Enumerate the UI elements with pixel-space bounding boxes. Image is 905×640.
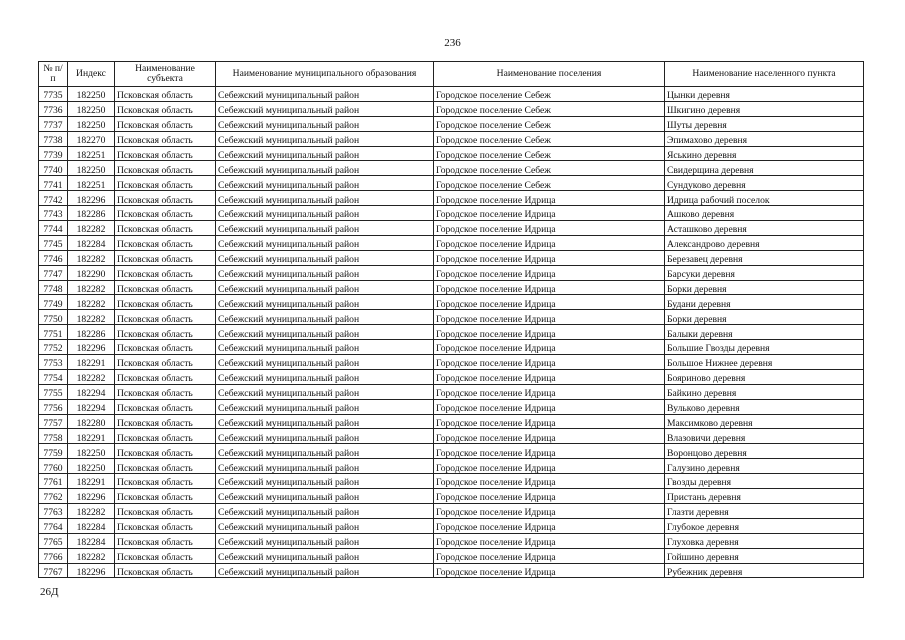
subject-name-cell: Псковская область [115, 146, 216, 161]
settlement-name-cell: Городское поселение Идрица [434, 250, 665, 265]
table-row [39, 265, 864, 280]
footer-code: 26Д [40, 586, 59, 598]
table-row [39, 191, 864, 206]
table-row [39, 206, 864, 221]
table-row [39, 161, 864, 176]
municipality-name-cell: Себежский муниципальный район [216, 295, 434, 310]
postal-index-cell: 182291 [68, 429, 115, 444]
settlement-name-cell: Городское поселение Идрица [434, 518, 665, 533]
table-row [39, 474, 864, 489]
postal-index-cell: 182291 [68, 474, 115, 489]
settlement-name-cell: Городское поселение Себеж [434, 87, 665, 102]
subject-name-cell: Псковская область [115, 221, 216, 236]
settlement-name-cell: Городское поселение Идрица [434, 414, 665, 429]
settlement-name-cell: Городское поселение Себеж [434, 101, 665, 116]
settlement-name-cell: Городское поселение Идрица [434, 310, 665, 325]
row-number-cell: 7742 [39, 191, 68, 206]
locality-name-cell: Шкигино деревня [665, 101, 864, 116]
subject-name-cell: Псковская область [115, 131, 216, 146]
locality-name-cell: Бояриново деревня [665, 369, 864, 384]
table-header-row [39, 62, 864, 87]
subject-name-cell: Псковская область [115, 265, 216, 280]
subject-name-cell: Псковская область [115, 459, 216, 474]
table-row [39, 131, 864, 146]
municipality-name-cell: Себежский муниципальный район [216, 146, 434, 161]
postal-index-cell: 182250 [68, 161, 115, 176]
settlement-name-cell: Городское поселение Идрица [434, 325, 665, 340]
row-number-cell: 7735 [39, 87, 68, 102]
postal-index-cell: 182284 [68, 235, 115, 250]
settlement-name-cell: Городское поселение Идрица [434, 295, 665, 310]
row-number-cell: 7743 [39, 206, 68, 221]
settlement-name-cell: Городское поселение Идрица [434, 340, 665, 355]
locality-name-cell: Ашково деревня [665, 206, 864, 221]
row-number-cell: 7740 [39, 161, 68, 176]
table-row [39, 355, 864, 370]
postal-index-cell: 182250 [68, 101, 115, 116]
postal-index-cell: 182296 [68, 340, 115, 355]
postal-index-cell: 182290 [68, 265, 115, 280]
municipality-name-cell: Себежский муниципальный район [216, 176, 434, 191]
postal-index-cell: 182251 [68, 176, 115, 191]
table-row [39, 87, 864, 102]
row-number-cell: 7741 [39, 176, 68, 191]
settlement-name-cell: Городское поселение Идрица [434, 235, 665, 250]
settlement-name-cell: Городское поселение Идрица [434, 191, 665, 206]
row-number-cell: 7760 [39, 459, 68, 474]
row-number-cell: 7753 [39, 355, 68, 370]
settlement-name-cell: Городское поселение Идрица [434, 563, 665, 578]
municipality-name-cell: Себежский муниципальный район [216, 444, 434, 459]
municipality-name-cell: Себежский муниципальный район [216, 533, 434, 548]
row-number-cell: 7748 [39, 280, 68, 295]
locality-name-cell: Свидерщина деревня [665, 161, 864, 176]
municipality-name-cell: Себежский муниципальный район [216, 310, 434, 325]
postal-index-cell: 182284 [68, 518, 115, 533]
row-number-cell: 7745 [39, 235, 68, 250]
postal-index-cell: 182250 [68, 444, 115, 459]
table-row [39, 503, 864, 518]
municipality-name-cell: Себежский муниципальный район [216, 563, 434, 578]
table-row [39, 340, 864, 355]
municipality-name-cell: Себежский муниципальный район [216, 399, 434, 414]
postal-index-cell: 182282 [68, 310, 115, 325]
settlement-name-cell: Городское поселение Идрица [434, 533, 665, 548]
settlement-name-cell: Городское поселение Идрица [434, 355, 665, 370]
table-row [39, 116, 864, 131]
row-number-cell: 7751 [39, 325, 68, 340]
table-row [39, 414, 864, 429]
municipality-name-cell: Себежский муниципальный район [216, 87, 434, 102]
postal-index-cell: 182280 [68, 414, 115, 429]
postal-index-cell: 182282 [68, 295, 115, 310]
settlement-name-cell: Городское поселение Себеж [434, 116, 665, 131]
subject-name-cell: Псковская область [115, 444, 216, 459]
row-number-cell: 7767 [39, 563, 68, 578]
table-row [39, 146, 864, 161]
locality-name-cell: Барсуки деревня [665, 265, 864, 280]
locality-name-cell: Цынки деревня [665, 87, 864, 102]
municipality-name-cell: Себежский муниципальный район [216, 221, 434, 236]
locality-name-cell: Большое Нижнее деревня [665, 355, 864, 370]
page-number: 236 [444, 37, 461, 49]
municipality-name-cell: Себежский муниципальный район [216, 474, 434, 489]
postal-index-cell: 182296 [68, 563, 115, 578]
locality-name-cell: Гвозды деревня [665, 474, 864, 489]
municipality-name-cell: Себежский муниципальный район [216, 280, 434, 295]
locality-name-cell: Сундуково деревня [665, 176, 864, 191]
locality-name-cell: Вульково деревня [665, 399, 864, 414]
table-row [39, 325, 864, 340]
municipality-name-cell: Себежский муниципальный район [216, 325, 434, 340]
municipality-name-cell: Себежский муниципальный район [216, 161, 434, 176]
row-number-cell: 7766 [39, 548, 68, 563]
locality-name-cell: Березавец деревня [665, 250, 864, 265]
settlement-name-cell: Городское поселение Идрица [434, 221, 665, 236]
row-number-cell: 7754 [39, 369, 68, 384]
locality-name-cell: Борки деревня [665, 280, 864, 295]
settlement-name-cell: Городское поселение Идрица [434, 444, 665, 459]
header-settlement: Наименование поселения [434, 62, 665, 87]
table-row [39, 489, 864, 504]
municipality-name-cell: Себежский муниципальный район [216, 459, 434, 474]
postal-index-cell: 182296 [68, 191, 115, 206]
row-number-cell: 7752 [39, 340, 68, 355]
locality-name-cell: Глуховка деревня [665, 533, 864, 548]
subject-name-cell: Псковская область [115, 310, 216, 325]
locality-name-cell: Глазти деревня [665, 503, 864, 518]
row-number-cell: 7750 [39, 310, 68, 325]
subject-name-cell: Псковская область [115, 355, 216, 370]
table-row [39, 235, 864, 250]
postal-index-cell: 182291 [68, 355, 115, 370]
row-number-cell: 7756 [39, 399, 68, 414]
locality-name-cell: Идрица рабочий поселок [665, 191, 864, 206]
settlement-name-cell: Городское поселение Идрица [434, 206, 665, 221]
municipality-name-cell: Себежский муниципальный район [216, 206, 434, 221]
locality-name-cell: Балыки деревня [665, 325, 864, 340]
postal-index-cell: 182282 [68, 503, 115, 518]
municipality-name-cell: Себежский муниципальный район [216, 355, 434, 370]
locality-name-cell: Галузино деревня [665, 459, 864, 474]
subject-name-cell: Псковская область [115, 161, 216, 176]
settlement-name-cell: Городское поселение Себеж [434, 176, 665, 191]
subject-name-cell: Псковская область [115, 489, 216, 504]
municipality-name-cell: Себежский муниципальный район [216, 191, 434, 206]
municipality-name-cell: Себежский муниципальный район [216, 250, 434, 265]
row-number-cell: 7738 [39, 131, 68, 146]
table-row [39, 563, 864, 578]
locality-name-cell: Влазовичи деревня [665, 429, 864, 444]
settlement-name-cell: Городское поселение Идрица [434, 280, 665, 295]
table-row [39, 176, 864, 191]
subject-name-cell: Псковская область [115, 518, 216, 533]
locality-name-cell: Максимково деревня [665, 414, 864, 429]
table-row [39, 384, 864, 399]
subject-name-cell: Псковская область [115, 176, 216, 191]
postal-index-cell: 182282 [68, 369, 115, 384]
postal-index-cell: 182286 [68, 206, 115, 221]
header-num: № п/п [39, 62, 68, 87]
subject-name-cell: Псковская область [115, 87, 216, 102]
subject-name-cell: Псковская область [115, 280, 216, 295]
subject-name-cell: Псковская область [115, 429, 216, 444]
row-number-cell: 7757 [39, 414, 68, 429]
postal-index-cell: 182294 [68, 384, 115, 399]
municipality-name-cell: Себежский муниципальный район [216, 384, 434, 399]
subject-name-cell: Псковская область [115, 340, 216, 355]
row-number-cell: 7764 [39, 518, 68, 533]
settlement-name-cell: Городское поселение Идрица [434, 459, 665, 474]
subject-name-cell: Псковская область [115, 399, 216, 414]
postal-index-cell: 182282 [68, 250, 115, 265]
municipality-name-cell: Себежский муниципальный район [216, 369, 434, 384]
municipality-name-cell: Себежский муниципальный район [216, 101, 434, 116]
table-row [39, 459, 864, 474]
subject-name-cell: Псковская область [115, 563, 216, 578]
subject-name-cell: Псковская область [115, 384, 216, 399]
settlement-name-cell: Городское поселение Себеж [434, 161, 665, 176]
municipality-name-cell: Себежский муниципальный район [216, 414, 434, 429]
locality-name-cell: Будани деревня [665, 295, 864, 310]
subject-name-cell: Псковская область [115, 191, 216, 206]
postal-index-cell: 182282 [68, 280, 115, 295]
municipality-name-cell: Себежский муниципальный район [216, 265, 434, 280]
table-row [39, 369, 864, 384]
subject-name-cell: Псковская область [115, 101, 216, 116]
header-index: Индекс [68, 62, 115, 87]
municipality-name-cell: Себежский муниципальный район [216, 503, 434, 518]
postal-index-cell: 182251 [68, 146, 115, 161]
row-number-cell: 7749 [39, 295, 68, 310]
settlement-name-cell: Городское поселение Идрица [434, 474, 665, 489]
municipality-name-cell: Себежский муниципальный район [216, 131, 434, 146]
row-number-cell: 7736 [39, 101, 68, 116]
postal-index-cell: 182282 [68, 221, 115, 236]
postal-index-cell: 182282 [68, 548, 115, 563]
settlement-name-cell: Городское поселение Себеж [434, 146, 665, 161]
locality-name-cell: Пристань деревня [665, 489, 864, 504]
settlement-name-cell: Городское поселение Себеж [434, 131, 665, 146]
locality-name-cell: Глубокое деревня [665, 518, 864, 533]
locality-name-cell: Гойшино деревня [665, 548, 864, 563]
settlement-name-cell: Городское поселение Идрица [434, 548, 665, 563]
header-locality: Наименование населенного пункта [665, 62, 864, 87]
row-number-cell: 7746 [39, 250, 68, 265]
header-municipality: Наименование муниципального образования [216, 62, 434, 87]
subject-name-cell: Псковская область [115, 235, 216, 250]
table-row [39, 221, 864, 236]
table-row [39, 101, 864, 116]
row-number-cell: 7744 [39, 221, 68, 236]
subject-name-cell: Псковская область [115, 116, 216, 131]
row-number-cell: 7762 [39, 489, 68, 504]
row-number-cell: 7763 [39, 503, 68, 518]
locality-name-cell: Байкино деревня [665, 384, 864, 399]
locality-name-cell: Борки деревня [665, 310, 864, 325]
subject-name-cell: Псковская область [115, 503, 216, 518]
row-number-cell: 7737 [39, 116, 68, 131]
subject-name-cell: Псковская область [115, 474, 216, 489]
municipality-name-cell: Себежский муниципальный район [216, 235, 434, 250]
subject-name-cell: Псковская область [115, 206, 216, 221]
table-row [39, 310, 864, 325]
settlement-name-cell: Городское поселение Идрица [434, 369, 665, 384]
locality-name-cell: Шуты деревня [665, 116, 864, 131]
locality-name-cell: Воронцово деревня [665, 444, 864, 459]
subject-name-cell: Псковская область [115, 548, 216, 563]
table-row [39, 295, 864, 310]
table-row [39, 280, 864, 295]
settlement-name-cell: Городское поселение Идрица [434, 503, 665, 518]
locality-name-cell: Рубежник деревня [665, 563, 864, 578]
row-number-cell: 7747 [39, 265, 68, 280]
postal-index-cell: 182250 [68, 459, 115, 474]
subject-name-cell: Псковская область [115, 250, 216, 265]
locality-name-cell: Большие Гвозды деревня [665, 340, 864, 355]
postal-index-cell: 182286 [68, 325, 115, 340]
table-row [39, 444, 864, 459]
locality-name-cell: Эпимахово деревня [665, 131, 864, 146]
municipality-name-cell: Себежский муниципальный район [216, 548, 434, 563]
row-number-cell: 7758 [39, 429, 68, 444]
locality-registry-table [38, 61, 864, 578]
table-row [39, 250, 864, 265]
postal-index-cell: 182250 [68, 87, 115, 102]
subject-name-cell: Псковская область [115, 414, 216, 429]
header-subject: Наименование субъекта [115, 62, 216, 87]
postal-index-cell: 182250 [68, 116, 115, 131]
table-row [39, 429, 864, 444]
settlement-name-cell: Городское поселение Идрица [434, 399, 665, 414]
municipality-name-cell: Себежский муниципальный район [216, 429, 434, 444]
table-row [39, 518, 864, 533]
postal-index-cell: 182294 [68, 399, 115, 414]
row-number-cell: 7761 [39, 474, 68, 489]
row-number-cell: 7759 [39, 444, 68, 459]
subject-name-cell: Псковская область [115, 295, 216, 310]
municipality-name-cell: Себежский муниципальный район [216, 340, 434, 355]
settlement-name-cell: Городское поселение Идрица [434, 429, 665, 444]
locality-name-cell: Александрово деревня [665, 235, 864, 250]
table-body [39, 87, 864, 578]
table-row [39, 533, 864, 548]
row-number-cell: 7765 [39, 533, 68, 548]
row-number-cell: 7739 [39, 146, 68, 161]
municipality-name-cell: Себежский муниципальный район [216, 518, 434, 533]
municipality-name-cell: Себежский муниципальный район [216, 489, 434, 504]
postal-index-cell: 182270 [68, 131, 115, 146]
municipality-name-cell: Себежский муниципальный район [216, 116, 434, 131]
table-row [39, 399, 864, 414]
row-number-cell: 7755 [39, 384, 68, 399]
settlement-name-cell: Городское поселение Идрица [434, 384, 665, 399]
settlement-name-cell: Городское поселение Идрица [434, 265, 665, 280]
postal-index-cell: 182284 [68, 533, 115, 548]
table-row [39, 548, 864, 563]
subject-name-cell: Псковская область [115, 369, 216, 384]
locality-name-cell: Асташково деревня [665, 221, 864, 236]
settlement-name-cell: Городское поселение Идрица [434, 489, 665, 504]
subject-name-cell: Псковская область [115, 533, 216, 548]
subject-name-cell: Псковская область [115, 325, 216, 340]
locality-name-cell: Яськино деревня [665, 146, 864, 161]
postal-index-cell: 182296 [68, 489, 115, 504]
